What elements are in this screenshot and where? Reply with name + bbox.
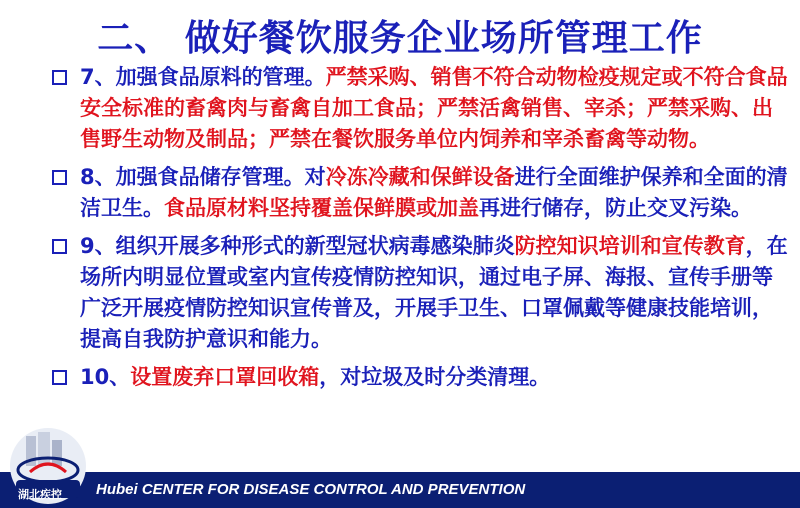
item-8-text-3: 进行全面维护保养和全面的清洁卫生。 <box>80 165 788 220</box>
item-7-text-2: 严禁采购、销售不符合动物检疫规定或不符合食品安全标准的畜禽肉与畜禽自加工食品；严禁活禽销售、宰杀；严禁采购、出售野生动物及制品；严禁在餐饮服务单位内饲养和宰杀畜禽等动物。 <box>80 65 788 151</box>
footer-bar <box>0 472 800 508</box>
item-7-text-1: 7、加强食品原料的管理。 <box>80 65 326 89</box>
item-8-text-2: 冷冻冷藏和保鲜设备 <box>325 165 515 189</box>
item-9-text-1: 9、组织开展多种形式的新型冠状病毒感染肺炎 <box>80 234 515 258</box>
list-item-9 <box>50 231 788 355</box>
slide-title: 二、 做好餐饮服务企业场所管理工作 <box>97 18 703 59</box>
item-10-text-1: 10、 <box>80 365 131 389</box>
square-bullet-icon <box>52 370 67 385</box>
footer-org-name: Hubei CENTER FOR DISEASE CONTROL AND PREVENTION <box>96 481 526 498</box>
item-8-text-4: 食品原材料坚持覆盖保鲜膜或加盖 <box>164 196 479 220</box>
item-8-text-5: 再进行储存，防止交叉污染。 <box>479 196 752 220</box>
square-bullet-icon <box>52 170 67 185</box>
item-10-text-3: ，对垃圾及时分类清理。 <box>319 365 551 389</box>
content-list <box>50 62 788 400</box>
list-item-7 <box>50 62 788 155</box>
list-item-10 <box>50 362 788 393</box>
item-9-text-3: ，在场所内明显位置或室内宣传疫情防控知识，通过电子屏、海报、宣传手册等广泛开展疫情防控知识宣传普及，开展手卫生、口罩佩戴等健康技能培训，提高自我防护意识和能力。 <box>80 234 788 351</box>
list-item-8 <box>50 162 788 224</box>
square-bullet-icon <box>52 70 67 85</box>
square-bullet-icon <box>52 239 67 254</box>
item-10-text-2: 设置废弃口罩回收箱 <box>130 365 320 389</box>
item-9-text-2: 防控知识培训和宣传教育 <box>514 234 746 258</box>
logo-label: 湖北疾控 <box>18 488 62 501</box>
item-8-text-1: 8、加强食品储存管理。对 <box>80 165 326 189</box>
